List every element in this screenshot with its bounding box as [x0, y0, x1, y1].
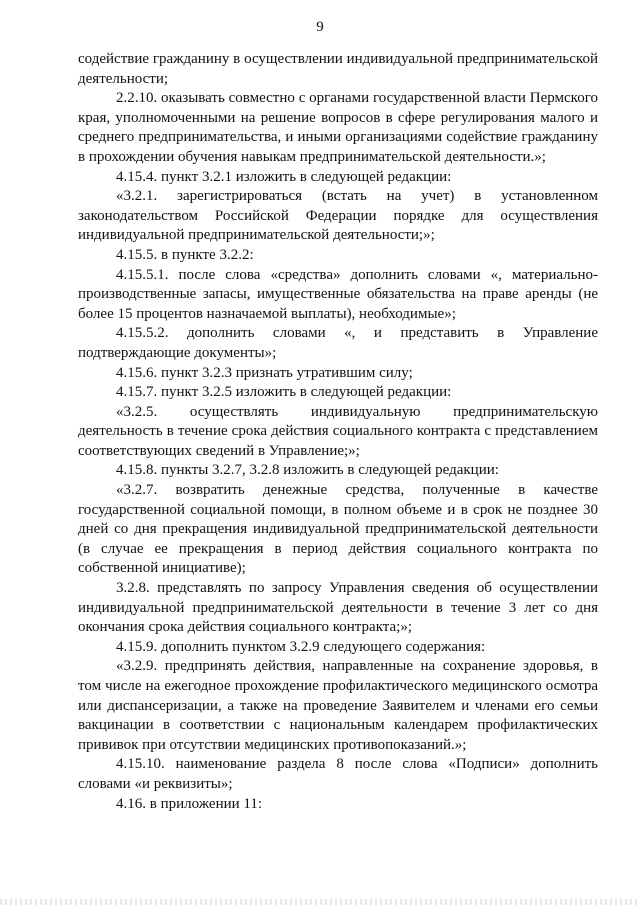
paragraph-3-2-9: «3.2.9. предпринять действия, направленные на сохранение здоровья, в том числе на ежегодное прохождение профилактического медицинского осмотра или диспансеризации, а также на проведение Заявителем и членами его семьи вакцинации в соответствии с национальным календарем профилактических прививок при отсутствии медицинских противопоказаний.»; [78, 658, 598, 753]
paragraph-4-15-9: 4.15.9. дополнить пунктом 3.2.9 следующего содержания: [116, 638, 486, 655]
paragraph-3-2-8: 3.2.8. представлять по запросу Управления сведения об осуществлении индивидуальной предпринимательской деятельности в течение 3 лет со дня окончания срока действия социального контракта;»; [78, 580, 598, 636]
scan-edge-artifact [0, 899, 640, 905]
paragraph-4-15-7: 4.15.7. пункт 3.2.5 изложить в следующей редакции: [116, 384, 452, 401]
paragraph-4-15-5-2: 4.15.5.2. дополнить словами «, и представить в Управление подтверждающие документы»; [78, 325, 598, 361]
paragraph-4-16: 4.16. в приложении 11: [116, 795, 263, 812]
paragraph-3-2-5: «3.2.5. осуществлять индивидуальную предпринимательскую деятельность в течение срока действия социального контракта с представлением соответствующих сведений в Управление;»; [78, 403, 598, 459]
paragraph-4-15-5: 4.15.5. в пункте 3.2.2: [116, 246, 254, 263]
paragraph-continuation: содействие гражданину в осуществлении индивидуальной предпринимательской деятельности; [78, 51, 598, 87]
paragraph-4-15-8: 4.15.8. пункты 3.2.7, 3.2.8 изложить в следующей редакции: [116, 462, 499, 479]
paragraph-4-15-5-1: 4.15.5.1. после слова «средства» дополнить словами «, материально-производственные запасы, имущественные обязательства на праве аренды (не более 15 процентов назначаемой выплаты), необходимые»; [78, 266, 598, 322]
paragraph-3-2-1: «3.2.1. зарегистрироваться (встать на учет) в установленном законодательством Российской Федерации порядке для осуществления индивидуальной предпринимательской деятельности;»; [78, 188, 598, 244]
paragraph-4-15-6: 4.15.6. пункт 3.2.3 признать утратившим силу; [116, 364, 413, 381]
document-body [78, 50, 598, 814]
paragraph-4-15-4: 4.15.4. пункт 3.2.1 изложить в следующей редакции: [116, 168, 452, 185]
page-number: 9 [316, 19, 324, 35]
paragraph-4-15-10: 4.15.10. наименование раздела 8 после слова «Подписи» дополнить словами «и реквизиты»; [78, 756, 598, 792]
paragraph-2-2-10: 2.2.10. оказывать совместно с органами государственной власти Пермского края, уполномоченными на решение вопросов в сфере регулирования малого и среднего предпринимательства, и иными организациями содействие гражданину в прохождении обучения навыкам предпринимательской деятельности.»; [78, 90, 598, 165]
paragraph-3-2-7: «3.2.7. возвратить денежные средства, полученные в качестве государственной социальной помощи, в полном объеме и в срок не позднее 30 дней со дня прекращения индивидуальной предпринимательской деятельности (в случае ее прекращения в период действия социального контракта по собственной инициативе); [78, 482, 598, 577]
